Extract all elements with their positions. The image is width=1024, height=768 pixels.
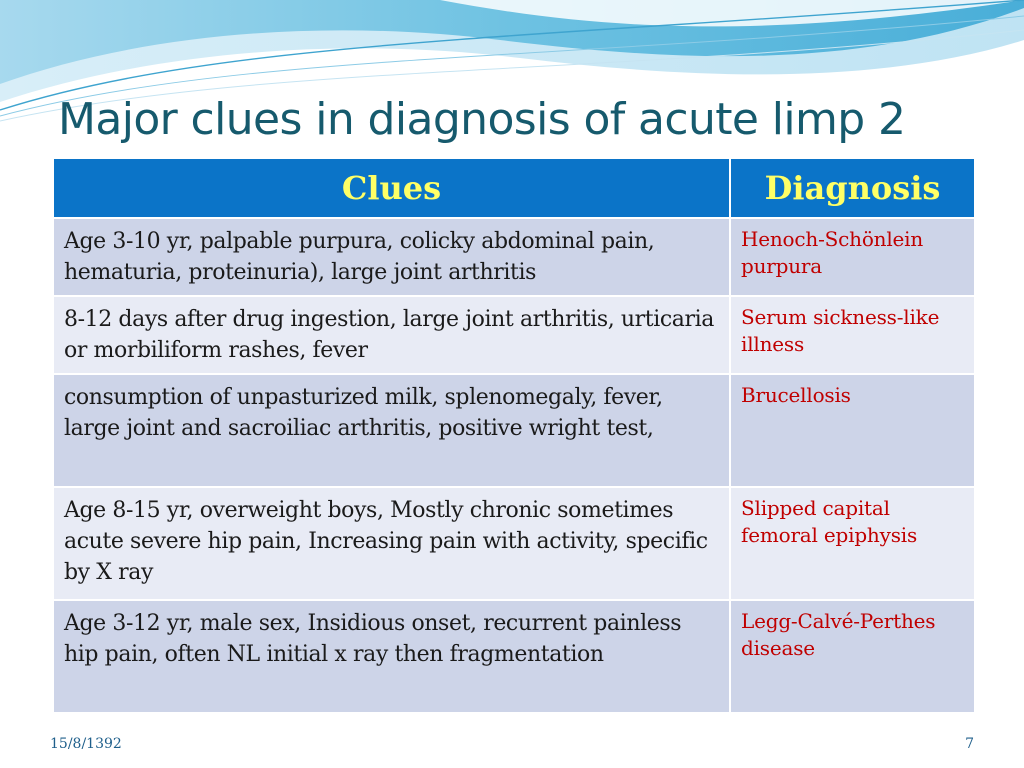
header-clues: Clues [53,158,730,218]
clue-cell: 8-12 days after drug ingestion, large joint arthritis, urticaria or morbiliform rashes, fever [53,296,730,374]
table-row [53,374,975,487]
clues-diagnosis-table [52,157,976,714]
diagnosis-cell: Slipped capital femoral epiphysis [730,487,975,600]
diagnosis-cell: Serum sickness-like illness [730,296,975,374]
footer-date: 15/8/1392 [50,736,122,752]
clue-cell: consumption of unpasturized milk, splenomegaly, fever, large joint and sacroiliac arthritis, positive wright test, [53,374,730,487]
table-row [53,600,975,713]
page-number: 7 [965,736,974,752]
diagnosis-cell: Legg-Calvé-Perthes disease [730,600,975,713]
table-row [53,487,975,600]
clue-cell: Age 8-15 yr, overweight boys, Mostly chronic sometimes acute severe hip pain, Increasing pain with activity, specific by X ray [53,487,730,600]
header-diagnosis: Diagnosis [730,158,975,218]
clue-cell: Age 3-10 yr, palpable purpura, colicky abdominal pain, hematuria, proteinuria), large joint arthritis [53,218,730,296]
clue-cell: Age 3-12 yr, male sex, Insidious onset, recurrent painless hip pain, often NL initial x ray then fragmentation [53,600,730,713]
slide-title: Major clues in diagnosis of acute limp 2 [58,94,906,145]
table-header-row [53,158,975,218]
diagnosis-cell: Henoch-Schönlein purpura [730,218,975,296]
table-row [53,296,975,374]
table-row [53,218,975,296]
diagnosis-cell: Brucellosis [730,374,975,487]
